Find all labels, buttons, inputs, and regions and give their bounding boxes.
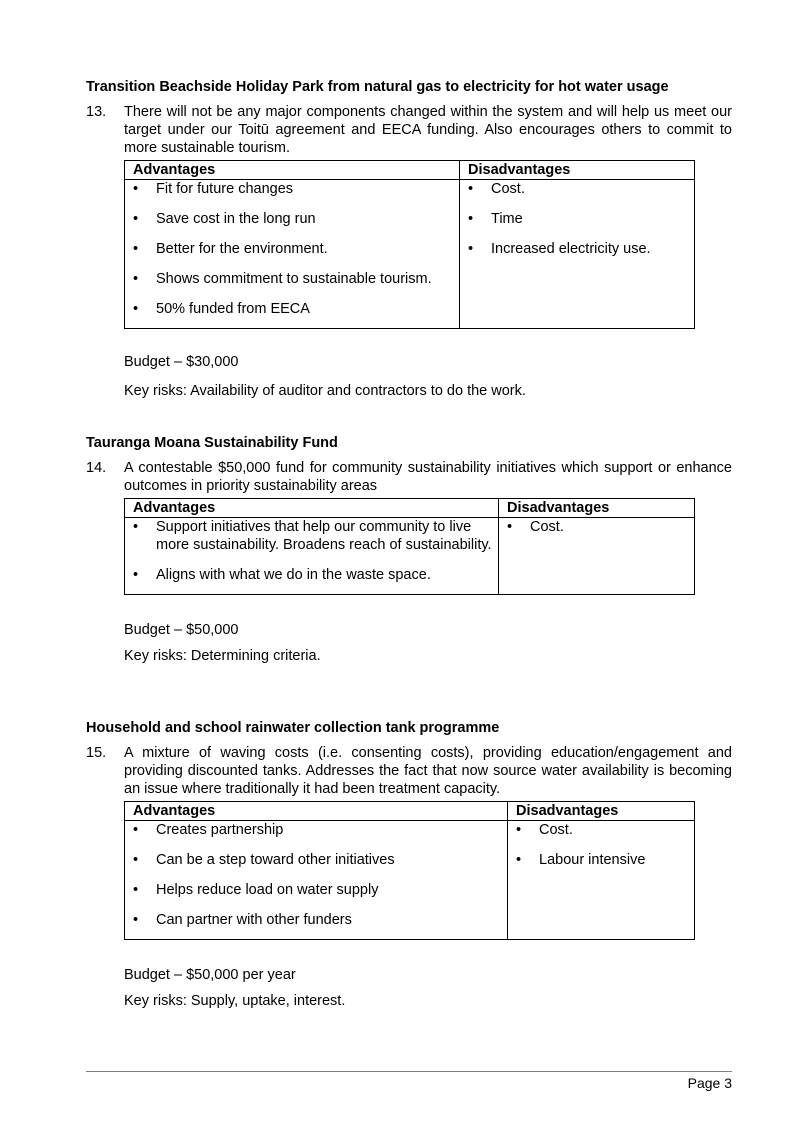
list-item: • Shows commitment to sustainable tourism. (133, 270, 453, 288)
section-heading: Tauranga Moana Sustainability Fund (86, 435, 338, 451)
paragraph-number: 15. (86, 745, 107, 761)
section-heading: Household and school rainwater collection tank programme (86, 720, 500, 736)
advantages-table (124, 160, 695, 329)
list-item: • Can be a step toward other initiatives (133, 851, 501, 869)
disadvantages-header: Disadvantages (499, 499, 695, 518)
list-item: • Can partner with other funders (133, 911, 501, 929)
advantages-cell (125, 821, 508, 940)
advantages-list (133, 821, 501, 929)
paragraph-number: 13. (86, 104, 107, 120)
section-14 (86, 434, 732, 665)
advantages-header: Advantages (125, 802, 508, 821)
advantages-list (133, 180, 453, 318)
budget-text: Budget – $50,000 (124, 622, 239, 638)
numbered-paragraph (86, 103, 732, 157)
budget-text: Budget – $50,000 per year (124, 967, 296, 983)
paragraph-text: A contestable $50,000 fund for community sustainability initiatives which support or enhance outcomes in priority sustainability areas (124, 460, 732, 494)
list-item: • Helps reduce load on water supply (133, 881, 501, 899)
paragraph-text: A mixture of waving costs (i.e. consenting costs), providing education/engagement and providing discounted tanks. Addresses the fact that now source water availability is becoming an issue where traditionally it had been treatment capacity. (124, 745, 732, 797)
disadvantages-list (507, 518, 688, 536)
list-item: • Aligns with what we do in the waste space. (133, 566, 492, 584)
list-item: • Increased electricity use. (468, 240, 688, 258)
list-item: • Support initiatives that help our community to live more sustainability. Broadens reach of sustainability. (133, 518, 492, 554)
advantages-header: Advantages (125, 161, 460, 180)
advantages-table (124, 498, 695, 595)
key-risks-text: Key risks: Availability of auditor and contractors to do the work. (124, 383, 526, 399)
paragraph-number: 14. (86, 460, 107, 476)
list-item: • 50% funded from EECA (133, 300, 453, 318)
disadvantages-cell (499, 518, 695, 595)
list-item: • Time (468, 210, 688, 228)
numbered-paragraph (86, 744, 732, 798)
key-risks-text: Key risks: Supply, uptake, interest. (124, 993, 346, 1009)
section-15 (86, 719, 732, 1010)
advantages-header: Advantages (125, 499, 499, 518)
disadvantages-header: Disadvantages (460, 161, 695, 180)
budget-block (124, 966, 732, 1010)
advantages-cell (125, 518, 499, 595)
list-item: • Better for the environment. (133, 240, 453, 258)
list-item: • Save cost in the long run (133, 210, 453, 228)
advantages-cell (125, 180, 460, 329)
budget-block (124, 353, 732, 400)
list-item: • Cost. (507, 518, 688, 536)
budget-text: Budget – $30,000 (124, 354, 239, 370)
disadvantages-header: Disadvantages (508, 802, 695, 821)
list-item: • Labour intensive (516, 851, 688, 869)
advantages-table (124, 801, 695, 940)
numbered-paragraph (86, 459, 732, 495)
section-13 (86, 78, 732, 400)
section-heading: Transition Beachside Holiday Park from natural gas to electricity for hot water usage (86, 79, 669, 95)
list-item: • Creates partnership (133, 821, 501, 839)
list-item: • Fit for future changes (133, 180, 453, 198)
disadvantages-list (516, 821, 688, 869)
disadvantages-cell (460, 180, 695, 329)
disadvantages-list (468, 180, 688, 258)
key-risks-text: Key risks: Determining criteria. (124, 648, 321, 664)
list-item: • Cost. (468, 180, 688, 198)
paragraph-text: There will not be any major components changed within the system and will help us meet our target under our Toitū agreement and EECA funding. Also encourages others to commit to more sustainable tourism. (124, 104, 732, 156)
page-number: Page 3 (687, 1075, 732, 1091)
footer-divider (86, 1071, 732, 1072)
advantages-list (133, 518, 492, 584)
disadvantages-cell (508, 821, 695, 940)
budget-block (124, 621, 732, 665)
list-item: • Cost. (516, 821, 688, 839)
